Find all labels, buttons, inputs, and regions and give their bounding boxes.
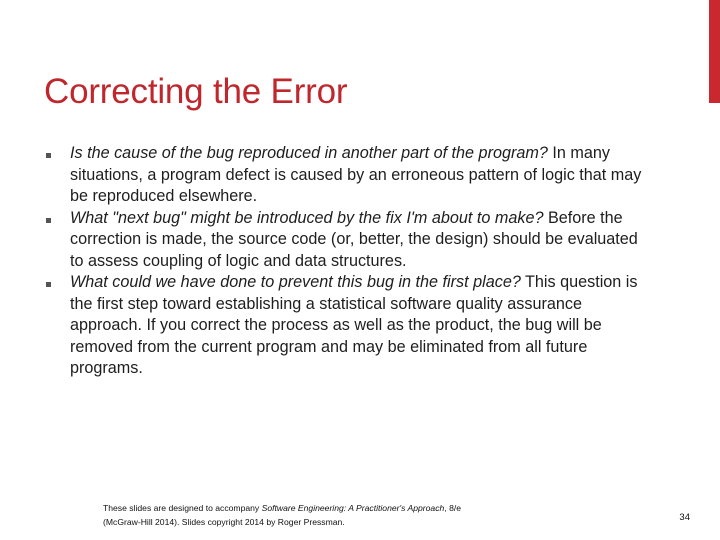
footer-note — [103, 501, 583, 529]
list-item — [44, 208, 644, 273]
footer-copyright: (McGraw-Hill 2014). Slides copyright 2014 by Roger Pressman. — [103, 517, 345, 527]
bullet-answer: This question is the first step toward establishing a statistical software quality assurance approach. If you correct the process as well as the product, the bug will be removed from the current program and may be eliminated from all future programs. — [70, 273, 638, 377]
slide-title: Correcting the Error — [44, 72, 348, 111]
footer-prefix: These slides are designed to accompany — [103, 503, 262, 513]
bullet-answer: In many situations, a program defect is caused by an erroneous pattern of logic that may be reproduced elsewhere. — [70, 144, 642, 205]
square-bullet-icon — [46, 218, 51, 223]
list-item — [44, 272, 644, 380]
page-number: 34 — [679, 512, 690, 523]
square-bullet-icon — [46, 282, 51, 287]
bullet-question: What "next bug" might be introduced by the fix I'm about to make? — [70, 208, 544, 227]
bullet-list — [44, 143, 644, 380]
list-item — [44, 143, 644, 208]
bullet-question: Is the cause of the bug reproduced in another part of the program? — [70, 144, 548, 162]
accent-bar — [709, 0, 720, 103]
footer-book-title: Software Engineering: A Practitioner's Approach — [261, 503, 445, 513]
footer-edition: , 8/e — [444, 503, 462, 513]
square-bullet-icon — [46, 153, 51, 158]
bullet-answer: Before the correction is made, the source code (or, better, the design) should be evaluated to assess coupling of logic and data structures. — [70, 208, 638, 270]
bullet-question: What could we have done to prevent this bug in the first place? — [70, 273, 521, 291]
